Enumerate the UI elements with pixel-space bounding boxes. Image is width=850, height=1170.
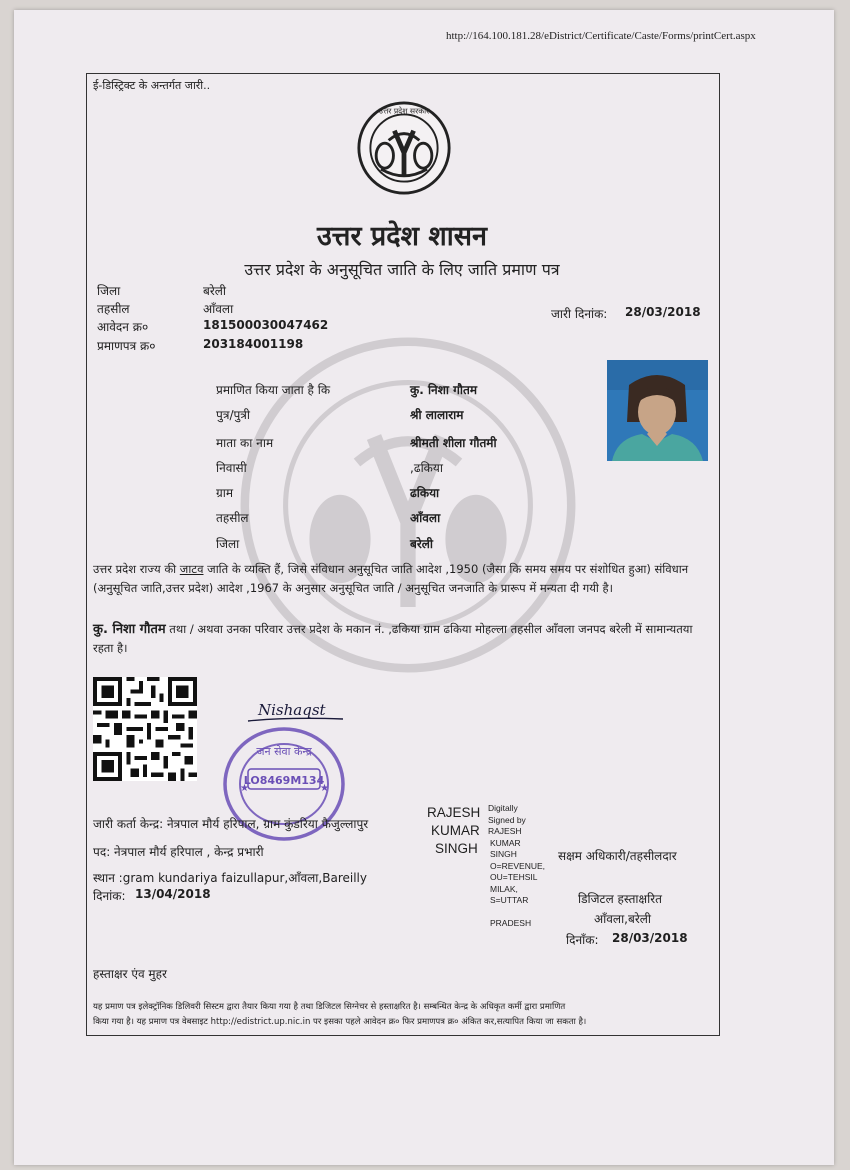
dsig-line: RAJESH	[488, 826, 522, 836]
svg-text:★: ★	[240, 783, 249, 794]
page-url: http://164.100.181.28/eDistrict/Certificate/Caste/Forms/printCert.aspx	[446, 30, 756, 42]
signer-line-2: KUMAR	[431, 823, 480, 838]
village-value: ढकिया	[410, 486, 440, 500]
caste-name: जाटव	[179, 562, 204, 576]
authority-date-value: 28/03/2018	[612, 931, 688, 945]
emblem-text: उत्तर प्रदेश सरकार	[378, 106, 430, 116]
certificate-subtitle: उत्तर प्रदेश के अनुसूचित जाति के लिए जाति प्रमाण पत्र	[244, 260, 560, 279]
state-emblem-icon	[356, 100, 452, 196]
issue-date-value: 28/03/2018	[625, 305, 701, 319]
application-number: 181500030047462	[203, 318, 329, 332]
detail-tehsil-label: तहसील	[216, 511, 249, 525]
mother-name: श्रीमती शीला गौतमी	[410, 436, 497, 450]
dsig-line	[488, 907, 545, 919]
svg-text:★: ★	[320, 783, 329, 794]
detail-district-value: बरेली	[410, 537, 434, 551]
signature-scrawl: Nishaqst	[258, 701, 326, 719]
authority-title: सक्षम अधिकारी/तहसीलदार	[558, 849, 677, 863]
footer-line-2: किया गया है। यह प्रमाण पत्र वेबसाइट http://edistrict.up.nic.in पर इसका पहले आवेदन क्र० फिर प्रमाणपत्र क्र० अंकित कर,सत्यापित किया जा सकता है।	[93, 1017, 587, 1027]
applicant-name: कु. निशा गौतम	[410, 383, 478, 397]
dsig-line: OU=TEHSIL	[490, 872, 538, 882]
seal-top-text: जन सेवा केन्द्र	[256, 745, 312, 758]
dsig-line: O=REVENUE,	[490, 860, 546, 871]
photo-portrait-icon	[607, 360, 708, 461]
village-label: ग्राम	[216, 486, 234, 500]
caste-paragraph	[93, 560, 705, 598]
signature-stamp-label: हस्ताक्षर एंव मुहर	[93, 967, 167, 981]
authority-date-label: दिनाँक:	[566, 933, 599, 947]
parent-label: पुत्र/पुत्री	[216, 408, 251, 422]
page-title: उत्तर प्रदेश शासन	[317, 221, 487, 252]
dsig-line: Digitally	[488, 803, 518, 813]
dsig-line: S=UTTAR	[490, 895, 529, 905]
paragraph2-name: कु. निशा गौतम	[93, 622, 166, 637]
signer-line-1: RAJESH	[427, 805, 481, 820]
paragraph2-text: तथा / अथवा उनका परिवार उत्तर प्रदेश के मकान नं. ,ढकिया ग्राम ढकिया मोहल्ला तहसील आँवला जनपद बरेली में सामान्यतया रहता है।	[93, 622, 693, 655]
issuer-date-value: 13/04/2018	[135, 887, 211, 901]
applicant-photo	[607, 360, 708, 461]
mother-label: माता का नाम	[216, 436, 274, 450]
parent-name: श्री लालाराम	[410, 408, 464, 422]
authority-place: आँवला,बरेली	[594, 912, 651, 926]
digital-signer-name	[427, 804, 480, 858]
certificate-number: 203184001198	[203, 337, 304, 351]
issue-date-label: जारी दिनांक:	[551, 307, 608, 321]
dsig-line: Signed by	[488, 814, 526, 825]
dsig-line: SINGH	[490, 849, 517, 859]
issuer-date-label: दिनांक:	[93, 889, 126, 903]
issuer-designation: पद: नेत्रपाल मौर्य हरिपाल , केन्द्र प्रभारी	[93, 845, 264, 859]
issuer-place: स्थान :gram kundariya faizullapur,आँवला,Bareilly	[93, 871, 367, 885]
footer-line-1: यह प्रमाण पत्र इलेक्ट्रॉनिक डिलिवरी सिस्टम द्वारा तैयार किया गया है तथा डिजिटल सिग्नेचर से हस्ताक्षरित है। सम्बन्धित केन्द्र के अधिकृत कर्मी द्वारा प्रमाणित	[93, 1002, 566, 1012]
district-label: जिला	[97, 284, 121, 298]
issuing-center: जारी कर्ता केन्द्र: नेत्रपाल मौर्य हरिपाल, ग्राम कुंडरिया फैजुल्लापुर	[93, 817, 369, 831]
application-label: आवेदन क्र०	[97, 320, 149, 334]
dsig-line: MILAK,	[490, 883, 518, 894]
paragraph-part2: जाति के व्यक्ति हैं, जिसे संविधान अनुसूचित जाति आदेश ,1950 (जैसा कि समय समय पर संशोधित हुआ) संविधान (अनुसूचित जाति,उत्तर प्रदेश) आदेश ,1967 के अनुसार अनुसूचित जाति / अनुसूचित जनजाति के प्रारूप में मन्यता दी गयी है।	[93, 562, 689, 595]
qr-code-icon	[93, 677, 197, 781]
handwritten-signature-icon	[238, 695, 358, 729]
tehsil-value: आँवला	[203, 302, 234, 316]
digitally-signed-text: डिजिटल हस्ताक्षरित	[578, 892, 662, 906]
tehsil-label: तहसील	[97, 302, 130, 316]
residence-paragraph	[93, 620, 705, 658]
certificate-label: प्रमाणपत्र क्र०	[97, 339, 156, 353]
paragraph-part1: उत्तर प्रदेश राज्य की	[93, 562, 177, 576]
issued-under-text: ई-डिस्ट्रिक्ट के अन्तर्गत जारी..	[93, 79, 211, 92]
digital-signature-details	[488, 803, 545, 930]
resident-value: ,ढकिया	[410, 461, 443, 475]
dsig-line: PRADESH	[490, 918, 532, 928]
detail-district-label: जिला	[216, 537, 240, 551]
resident-label: निवासी	[216, 461, 247, 475]
footer-note	[93, 1000, 705, 1030]
seal-code-text: LO8469M134	[243, 774, 325, 787]
detail-tehsil-value: आँवला	[410, 511, 441, 525]
dsig-line: KUMAR	[490, 837, 521, 848]
certified-label: प्रमाणित किया जाता है कि	[216, 383, 331, 397]
signer-line-3: SINGH	[435, 841, 478, 856]
district-value: बरेली	[203, 284, 227, 298]
